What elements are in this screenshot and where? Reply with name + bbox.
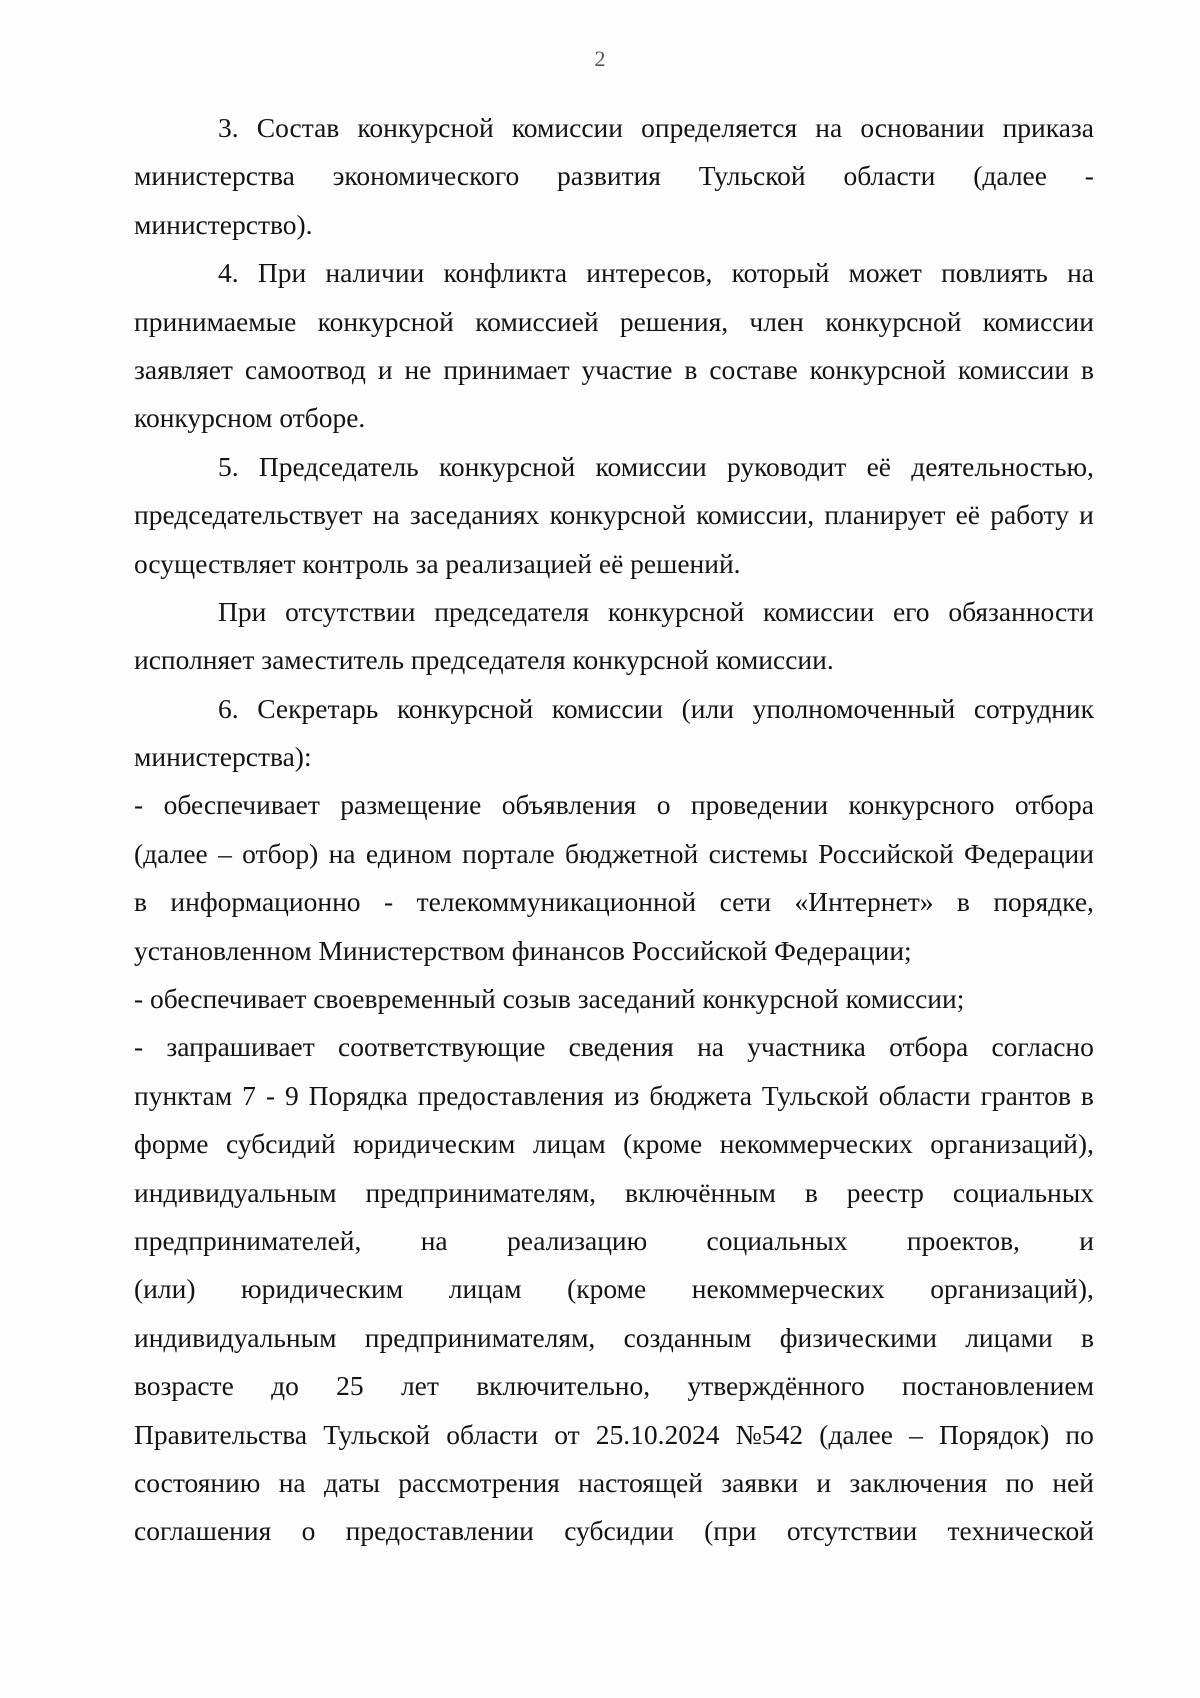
word: конкурсной [825, 305, 962, 337]
word: развития [557, 160, 661, 192]
word: (или) [134, 1273, 196, 1305]
word: комиссией [475, 305, 599, 337]
word: настоящей [578, 1466, 703, 1498]
word: по [1065, 1418, 1094, 1450]
text-line [134, 1314, 1094, 1362]
word: её [955, 499, 981, 531]
word: отсутствии [786, 1515, 918, 1547]
word: реестр [846, 1176, 924, 1208]
word: рассмотрения [398, 1466, 560, 1498]
word: основании [860, 112, 985, 143]
word: Порядка [308, 1079, 408, 1111]
word: 5. [218, 450, 239, 482]
word: до [271, 1370, 299, 1402]
word: 3. [218, 112, 239, 143]
word: который [731, 257, 830, 289]
word: конкурсной [809, 353, 946, 385]
word: предпринимателей, [134, 1224, 362, 1256]
word: комиссии [551, 692, 664, 724]
word: председателя [434, 595, 590, 627]
word: в [684, 353, 698, 385]
text-line [134, 298, 1094, 346]
word: решения, [619, 305, 729, 337]
text-line [134, 104, 1094, 152]
word: портале [462, 837, 555, 869]
word: реализацию [506, 1224, 648, 1256]
word: планирует [824, 499, 946, 531]
word: сотрудник [973, 692, 1094, 724]
word: комиссии, [696, 499, 815, 531]
word: обязанности [948, 595, 1094, 627]
word: предоставлении [345, 1515, 534, 1547]
word: предоставления [417, 1079, 604, 1111]
word: При [218, 595, 267, 627]
word: (далее [134, 837, 208, 869]
word: наличии [325, 257, 425, 289]
word: предпринимателям, [365, 1176, 596, 1208]
word: участие [581, 353, 673, 385]
word: его [892, 595, 930, 627]
word: конкурсной [607, 595, 745, 627]
word: отсутствии [285, 595, 416, 627]
word: деятельностью, [911, 450, 1094, 482]
word: Порядок) [939, 1418, 1050, 1450]
word: - [383, 886, 394, 918]
text-line [134, 685, 1094, 733]
word: состоянию [134, 1466, 261, 1498]
word: сети [719, 886, 772, 918]
word: форме [134, 1128, 209, 1160]
word: на [328, 837, 356, 869]
word: Федерации [964, 837, 1094, 869]
text-line: министерства): [134, 741, 312, 773]
word: её [866, 450, 891, 482]
word: проведении [690, 789, 829, 821]
word: конкурсной [317, 305, 454, 337]
word: обеспечивает [163, 789, 320, 821]
word: запрашивает [166, 1031, 315, 1063]
text-line [134, 1217, 1094, 1265]
word: заключения [849, 1466, 988, 1498]
word: юридическим [241, 1273, 404, 1305]
word: лицам [532, 1128, 606, 1160]
word: субсидий [226, 1128, 336, 1160]
word: лицам [448, 1273, 522, 1305]
word: Состав [256, 112, 340, 143]
word: на [278, 1466, 306, 1498]
word: грантов [980, 1079, 1071, 1111]
text-line: - обеспечивает своевременный созыв заседаний конкурсной комиссии; [134, 983, 965, 1015]
text-line: исполняет заместитель председателя конкурсной комиссии. [134, 644, 834, 676]
word: Тульской [323, 1418, 431, 1450]
word: лицами [965, 1321, 1053, 1353]
word: объявления [501, 789, 637, 821]
word: 6. [218, 692, 239, 724]
text-line [134, 152, 1094, 200]
text-line [134, 1120, 1094, 1168]
word: индивидуальным [134, 1321, 337, 1353]
word: может [848, 257, 922, 289]
word: возрасте [134, 1370, 234, 1402]
word: принимаемые [134, 305, 297, 337]
word: в [956, 886, 970, 918]
text-line: конкурсном отборе. [134, 402, 366, 434]
word: информационно [170, 886, 361, 918]
word: от [554, 1418, 580, 1450]
word: юридическим [353, 1128, 516, 1160]
word: на [372, 499, 400, 531]
word: (далее [973, 160, 1047, 192]
word: Правительства [134, 1418, 308, 1450]
text-line [134, 346, 1094, 394]
word: и [1079, 499, 1094, 531]
word: конкурсной [396, 692, 534, 724]
word: 25 [336, 1370, 364, 1402]
word: субсидии [564, 1515, 674, 1547]
word: на [1067, 257, 1094, 289]
word: телекоммуникационной [416, 886, 697, 918]
word: комиссии [957, 353, 1070, 385]
word: организаций), [930, 1128, 1094, 1160]
word: в [1080, 1079, 1094, 1111]
page-number: 2 [594, 46, 606, 71]
word: порядке, [993, 886, 1094, 918]
text-line [134, 1459, 1094, 1507]
word: Председатель [258, 450, 419, 482]
word: отбора [889, 1031, 969, 1063]
document-body [134, 104, 1094, 1556]
word: социальных [706, 1224, 848, 1256]
word: - [134, 789, 144, 821]
text-line [134, 1072, 1094, 1120]
word: уполномоченный [752, 692, 956, 724]
word: постановлением [902, 1370, 1094, 1402]
word: комиссии [595, 450, 707, 482]
text-line [134, 1362, 1094, 1410]
word: соответствующие [338, 1031, 546, 1063]
word: отбор) [242, 837, 319, 869]
word: физическими [779, 1321, 937, 1353]
word: о [301, 1515, 316, 1547]
word: области [878, 1079, 971, 1111]
word: на [697, 1031, 724, 1063]
text-line [134, 1507, 1094, 1555]
word: конкурсной [357, 112, 494, 143]
text-line: министерство). [134, 208, 313, 240]
word: комиссии [982, 305, 1094, 337]
word: «Интернет» [794, 886, 934, 918]
word: бюджетной [565, 837, 699, 869]
word: лет [400, 1370, 439, 1402]
word: комиссии [763, 595, 875, 627]
word: (или [681, 692, 734, 724]
word: член [749, 305, 804, 337]
word: созданным [623, 1321, 752, 1353]
word: (при [704, 1515, 757, 1547]
word: (кроме [623, 1128, 703, 1160]
word: повлиять [941, 257, 1048, 289]
text-line [134, 830, 1094, 878]
word: и [377, 353, 393, 385]
word: на [420, 1224, 448, 1256]
word: Секретарь [257, 692, 379, 724]
word: в [134, 886, 147, 918]
word: едином [365, 837, 452, 869]
word: интересов, [586, 257, 713, 289]
text-line [134, 249, 1094, 297]
word: предпринимателям, [364, 1321, 596, 1353]
word: по [1005, 1466, 1034, 1498]
word: работу [990, 499, 1069, 531]
word: 4. [218, 257, 239, 289]
word: заявляет [134, 353, 233, 385]
text-line [134, 878, 1094, 926]
word: принимает [443, 353, 570, 385]
text-line [134, 443, 1094, 491]
word: участника [747, 1031, 866, 1063]
word: включённым [624, 1176, 776, 1208]
word: и [1079, 1224, 1094, 1256]
word: из [613, 1079, 640, 1111]
word: размещение [340, 789, 482, 821]
word: даты [323, 1466, 380, 1498]
word: (далее [819, 1418, 894, 1450]
text-line [134, 1411, 1094, 1459]
word: – [218, 837, 232, 869]
word: - [134, 1031, 144, 1063]
word: экономического [332, 160, 520, 192]
word: 25.10.2024 [595, 1418, 720, 1450]
word: проектов, [906, 1224, 1020, 1256]
word: некоммерческих [719, 1128, 913, 1160]
word: председательствует [134, 499, 363, 531]
word: не [404, 353, 432, 385]
word: руководит [726, 450, 847, 482]
text-line [134, 491, 1094, 539]
word: конкурсной [549, 499, 686, 531]
word: и [816, 1466, 832, 1498]
text-line [134, 1169, 1094, 1217]
word: соглашения [134, 1515, 272, 1547]
word: №542 [735, 1418, 804, 1450]
word: конфликта [443, 257, 568, 289]
word: социальных [952, 1176, 1094, 1208]
word: технической [947, 1515, 1094, 1547]
word: о [656, 789, 671, 821]
word: При [257, 257, 307, 289]
word: Тульской [698, 160, 806, 192]
word: бюджета [649, 1079, 752, 1111]
word: министерства [134, 160, 295, 192]
text-line [134, 1265, 1094, 1313]
text-line [134, 1023, 1094, 1071]
word: некоммерческих [691, 1273, 885, 1305]
word: Тульской [761, 1079, 869, 1111]
word: конкурсной [438, 450, 576, 482]
word: (кроме [567, 1273, 647, 1305]
word: комиссии [511, 112, 623, 143]
word: в [1080, 1321, 1094, 1353]
word: утверждённого [687, 1370, 865, 1402]
word: самоотвод [244, 353, 366, 385]
word: заявки [721, 1466, 799, 1498]
word: – [909, 1418, 923, 1450]
word: определяется [641, 112, 798, 143]
word: области [446, 1418, 539, 1450]
word: сведения [568, 1031, 674, 1063]
word: системы [708, 837, 808, 869]
word: индивидуальным [134, 1176, 337, 1208]
word: в [1080, 353, 1094, 385]
word: Российской [818, 837, 954, 869]
text-line: установленном Министерством финансов Российской Федерации; [134, 934, 912, 966]
word: организаций), [930, 1273, 1094, 1305]
text-line [134, 588, 1094, 636]
word: области [843, 160, 936, 192]
word: в [804, 1176, 818, 1208]
word: 9 [284, 1079, 299, 1111]
text-line: осуществляет контроль за реализацией её решений. [134, 547, 741, 579]
word: приказа [1002, 112, 1094, 143]
word: 7 [242, 1079, 256, 1111]
word: заседаниях [409, 499, 540, 531]
word: конкурсного [848, 789, 995, 821]
word: включительно, [476, 1370, 651, 1402]
text-line [134, 781, 1094, 829]
word: пунктам [134, 1079, 233, 1111]
word: - [1084, 160, 1094, 192]
word: - [265, 1079, 275, 1111]
word: на [815, 112, 843, 143]
word: согласно [991, 1031, 1094, 1063]
word: отбора [1014, 789, 1094, 821]
word: составе [709, 353, 798, 385]
word: ней [1052, 1466, 1094, 1498]
